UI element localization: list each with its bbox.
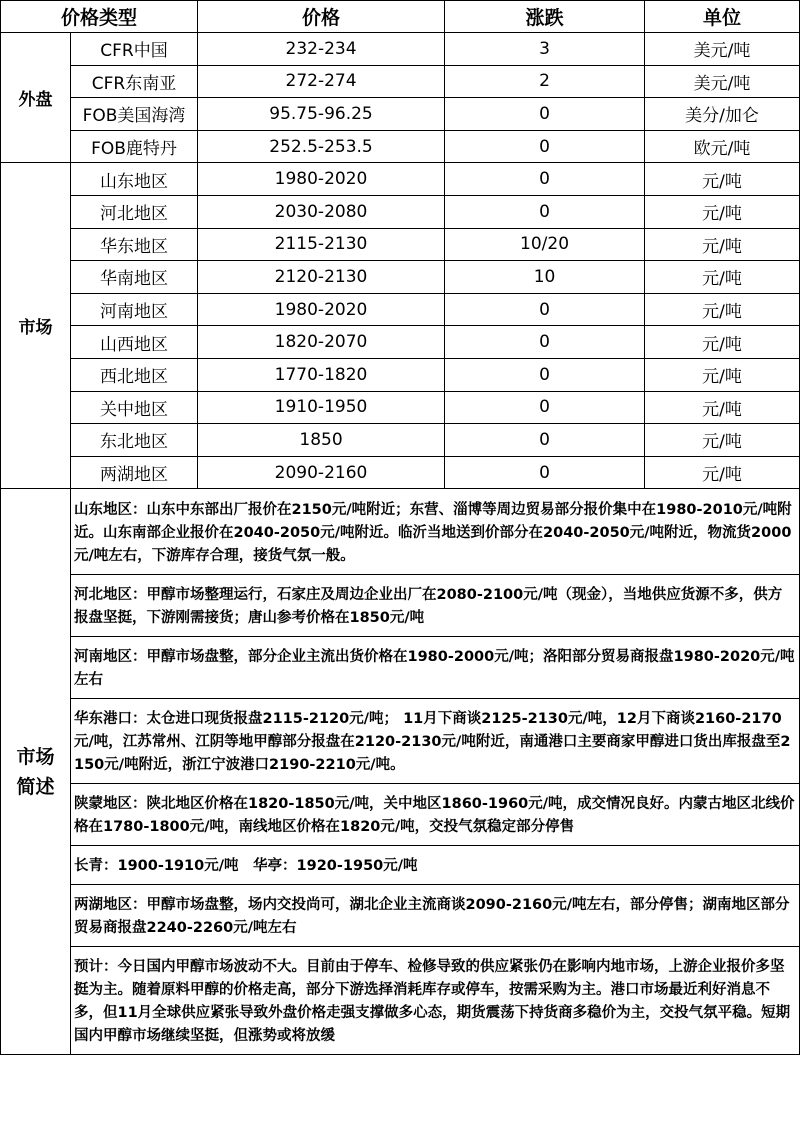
region-name: FOB鹿特丹 [71,130,198,163]
change-value: 0 [445,391,645,424]
table-row [1,261,800,294]
table-row [1,391,800,424]
change-value: 0 [445,358,645,391]
market-note: 河北地区：甲醇市场整理运行，石家庄及周边企业出厂在2080-2100元/吨（现金），当地供应货源不多，供方报盘坚挺，下游刚需接货；唐山参考价格在1850元/吨 [71,582,799,637]
region-name: 河北地区 [71,195,198,228]
table-header-row [1,1,800,33]
table-row [1,456,800,489]
header-change: 涨跌 [445,1,645,33]
table-row [1,163,800,196]
region-name: CFR东南亚 [71,65,198,98]
price-value: 1850 [198,424,445,457]
table-row [1,326,800,359]
region-name: 华东地区 [71,228,198,261]
change-value: 0 [445,293,645,326]
unit-value: 元/吨 [645,456,800,489]
region-name: 关中地区 [71,391,198,424]
unit-value: 美分/加仑 [645,98,800,131]
table-row [1,195,800,228]
unit-value: 元/吨 [645,293,800,326]
change-value: 0 [445,98,645,131]
table-row [1,65,800,98]
change-value: 3 [445,33,645,66]
price-value: 2120-2130 [198,261,445,294]
table-row [1,293,800,326]
change-value: 0 [445,195,645,228]
unit-value: 元/吨 [645,261,800,294]
region-name: 西北地区 [71,358,198,391]
table-row [1,33,800,66]
summary-notes [71,489,800,1055]
market-note: 华东港口：太仓进口现货报盘2115-2120元/吨； 11月下商谈2125-2130元/吨，12月下商谈2160-2170元/吨，江苏常州、江阴等地甲醇部分报盘在2120-2130元/吨附近，南通港口主要商家甲醇进口货出库报盘至2150元/吨附近，浙江宁波港口2190-2210元/吨。 [71,706,799,784]
change-value: 10/20 [445,228,645,261]
price-value: 1910-1950 [198,391,445,424]
table-row [1,130,800,163]
change-value: 0 [445,424,645,457]
region-name: FOB美国海湾 [71,98,198,131]
price-value: 232-234 [198,33,445,66]
price-value: 2115-2130 [198,228,445,261]
change-value: 2 [445,65,645,98]
header-price: 价格 [198,1,445,33]
change-value: 0 [445,456,645,489]
price-value: 252.5-253.5 [198,130,445,163]
change-value: 0 [445,163,645,196]
unit-value: 欧元/吨 [645,130,800,163]
price-value: 1980-2020 [198,293,445,326]
price-value: 95.75-96.25 [198,98,445,131]
price-value: 272-274 [198,65,445,98]
price-value: 1820-2070 [198,326,445,359]
header-unit: 单位 [645,1,800,33]
market-note: 预计：今日国内甲醇市场波动不大。目前由于停车、检修导致的供应紧张仍在影响内地市场，上游企业报价多坚挺为主。随着原料甲醇的价格走高，部分下游选择消耗库存或停车，按需采购为主。港口市场最近利好消息不多，但11月全球供应紧张导致外盘价格走强支撑做多心态，期货震荡下持货商多稳价为主，交投气氛平稳。短期国内甲醇市场继续坚挺，但涨势或将放缓 [74,959,791,1045]
table-row [1,228,800,261]
region-name: 东北地区 [71,424,198,457]
region-name: 华南地区 [71,261,198,294]
summary-group-label: 市场 简述 [1,489,71,1055]
price-value: 2030-2080 [198,195,445,228]
region-name: 两湖地区 [71,456,198,489]
market-note: 长青：1900-1910元/吨 华亭：1920-1950元/吨 [71,853,799,885]
change-value: 0 [445,130,645,163]
summary-row [1,489,800,1055]
region-name: 山西地区 [71,326,198,359]
unit-value: 元/吨 [645,391,800,424]
table-row [1,358,800,391]
change-value: 10 [445,261,645,294]
unit-value: 元/吨 [645,195,800,228]
unit-value: 元/吨 [645,424,800,457]
market-note: 陕蒙地区：陕北地区价格在1820-1850元/吨，关中地区1860-1960元/吨，成交情况良好。内蒙古地区北线价格在1780-1800元/吨，南线地区价格在1820元/吨，交投气氛稳定部分停售 [71,791,799,846]
unit-value: 元/吨 [645,163,800,196]
market-note: 河南地区：甲醇市场盘整，部分企业主流出货价格在1980-2000元/吨；洛阳部分贸易商报盘1980-2020元/吨左右 [71,644,799,699]
region-name: 山东地区 [71,163,198,196]
table-row [1,98,800,131]
price-value: 1980-2020 [198,163,445,196]
change-value: 0 [445,326,645,359]
outer-market-group-label: 外盘 [1,33,71,163]
market-note: 山东地区：山东中东部出厂报价在2150元/吨附近；东营、淄博等周边贸易部分报价集中在1980-2010元/吨附近。山东南部企业报价在2040-2050元/吨附近。临沂当地送到价部分在2040-2050元/吨附近，物流货2000元/吨左右，下游库存合理，接货气氛一般。 [71,497,799,575]
table-row [1,424,800,457]
region-name: 河南地区 [71,293,198,326]
header-price-type: 价格类型 [1,1,198,33]
unit-value: 元/吨 [645,358,800,391]
region-name: CFR中国 [71,33,198,66]
price-value: 2090-2160 [198,456,445,489]
unit-value: 元/吨 [645,326,800,359]
market-note: 两湖地区：甲醇市场盘整，场内交投尚可，湖北企业主流商谈2090-2160元/吨左右，部分停售；湖南地区部分贸易商报盘2240-2260元/吨左右 [71,892,799,947]
price-value: 1770-1820 [198,358,445,391]
unit-value: 元/吨 [645,228,800,261]
unit-value: 美元/吨 [645,33,800,66]
unit-value: 美元/吨 [645,65,800,98]
domestic-market-group-label: 市场 [1,163,71,489]
